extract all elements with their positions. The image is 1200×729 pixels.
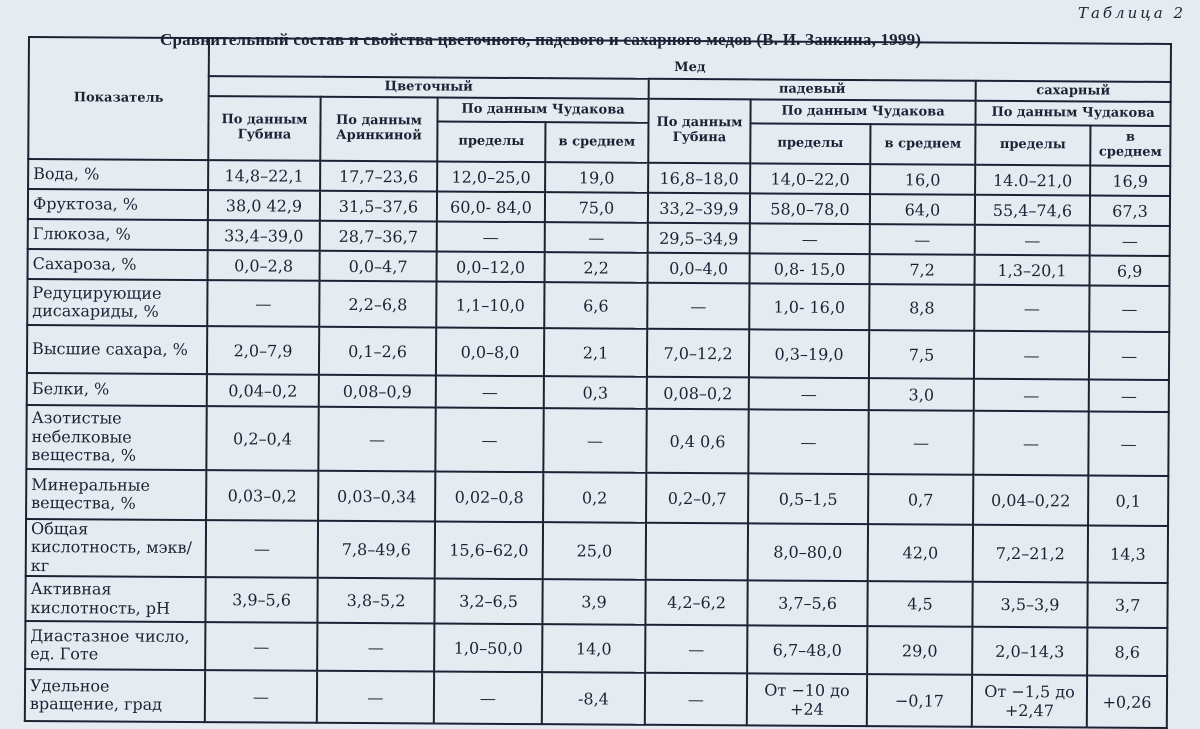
table-cell: 28,7–36,7: [320, 221, 437, 252]
table-cell: 0,4 0,6: [646, 409, 748, 474]
table-cell: 16,8–18,0: [648, 163, 750, 194]
table-number: Таблица 2: [1077, 4, 1186, 22]
table-cell: 16,9: [1090, 165, 1170, 195]
table-cell: —: [437, 222, 545, 253]
table-cell: 15,6–62,0: [435, 521, 543, 579]
row-label: Общая кислотность, мэкв/кг: [26, 519, 206, 577]
table-cell: 29,0: [867, 626, 972, 675]
header-average: в среднем: [870, 124, 975, 165]
table-cell: 0,2: [543, 472, 646, 523]
table-cell: —: [1090, 225, 1170, 255]
table-cell: —: [1089, 285, 1169, 331]
table-cell: —: [868, 410, 973, 475]
table-cell: 3,7–5,6: [747, 581, 867, 627]
table-cell: 7,2–21,2: [973, 525, 1088, 583]
table-cell: 33,4–39,0: [208, 220, 320, 251]
table-cell: —: [205, 670, 317, 723]
table-cell: —: [974, 331, 1089, 380]
row-label: Диастазное число, ед. Готе: [25, 621, 205, 670]
table-cell: 25,0: [543, 522, 646, 580]
header-average: в среднем: [1090, 125, 1170, 165]
row-label: Вода, %: [28, 159, 208, 190]
table-cell: —: [436, 375, 544, 408]
header-chudakov: По данным Чудакова: [750, 99, 975, 124]
table-cell: 42,0: [868, 524, 973, 582]
header-arinkina: По данным Аринкиной: [320, 97, 437, 162]
table-cell: 7,5: [869, 330, 974, 379]
table-cell: —: [870, 224, 975, 255]
table-cell: 7,0–12,2: [647, 329, 749, 378]
table-cell: 0,02–0,8: [435, 471, 543, 522]
table-cell: —: [1088, 411, 1168, 475]
table-cell: 1,1–10,0: [436, 282, 544, 329]
header-limits: пределы: [437, 122, 545, 163]
table-cell: 8,8: [869, 284, 974, 331]
row-label: Удельное вращение, град: [25, 669, 205, 722]
header-gubin: По данным Губина: [648, 99, 750, 164]
table-cell: 2,1: [544, 328, 647, 377]
table-cell: −0,17: [867, 674, 972, 727]
row-label: Фруктоза, %: [28, 189, 208, 220]
table-cell: От −10 до +24: [747, 674, 867, 727]
table-cell: 6,9: [1089, 255, 1169, 285]
table-cell: 0,04–0,22: [973, 475, 1088, 526]
table-cell: 4,5: [867, 581, 972, 627]
table-cell: 3,2–6,5: [434, 579, 542, 625]
header-flower: Цветочный: [209, 76, 649, 99]
table-cell: 3,9: [542, 579, 645, 625]
table-cell: 14.0–21,0: [975, 165, 1090, 196]
table-cell: —: [317, 623, 434, 672]
table-cell: —: [317, 671, 434, 724]
table-row: [27, 325, 1169, 380]
table-cell: —: [645, 673, 747, 726]
table-cell: 33,2–39,9: [648, 193, 750, 224]
row-label: Редуцирующие дисахариды, %: [27, 279, 207, 326]
header-honey: Мед: [209, 56, 1171, 82]
table-cell: 67,3: [1090, 195, 1170, 225]
table-cell: 7,8–49,6: [318, 521, 435, 579]
table-cell: 14,3: [1088, 525, 1168, 583]
table-cell: 2,2–6,8: [319, 281, 436, 328]
table-cell: 0,0–12,0: [437, 252, 545, 283]
table-cell: 0,03–0,2: [206, 470, 318, 521]
table-cell: 64,0: [870, 194, 975, 225]
table-cell: 3,7: [1087, 583, 1167, 628]
table-cell: 3,0: [869, 378, 974, 411]
table-cell: 38,0 42,9: [208, 190, 320, 221]
honey-comparison-table: [24, 36, 1172, 729]
table-cell: —: [748, 409, 868, 474]
table-cell: 0,0–2,8: [208, 250, 320, 281]
row-label: Сахароза, %: [28, 249, 208, 280]
table-row: [25, 669, 1167, 728]
table-cell: 14,0: [542, 624, 645, 673]
table-cell: 31,5–37,6: [320, 191, 437, 222]
table-cell: 3,9–5,6: [205, 577, 317, 623]
table-cell: 14,8–22,1: [208, 160, 320, 191]
row-label: Минеральные вещества, %: [26, 469, 206, 520]
table-cell: 2,0–14,3: [972, 627, 1087, 676]
table-cell: 8,6: [1087, 628, 1167, 676]
row-label: Глюкоза, %: [28, 219, 208, 250]
table-cell: -8,4: [542, 672, 645, 725]
header-limits: пределы: [975, 125, 1090, 166]
table-row: [26, 519, 1168, 583]
table-cell: 16,0: [870, 164, 975, 195]
table-cell: 60,0- 84,0: [437, 192, 545, 223]
header-average: в среднем: [545, 122, 648, 163]
table-cell: —: [205, 622, 317, 671]
table-row: [27, 279, 1169, 332]
table-cell: 2,0–7,9: [207, 326, 319, 375]
table-cell: —: [1089, 379, 1169, 411]
table-cell: 2,2: [545, 252, 648, 283]
table-cell: 75,0: [545, 192, 648, 223]
table-cell: 0,3: [544, 376, 647, 409]
table-cell: [646, 523, 748, 581]
table-cell: —: [974, 285, 1089, 332]
table-cell: +0,26: [1087, 676, 1167, 728]
table-cell: —: [973, 411, 1088, 476]
table-cell: —: [645, 625, 747, 674]
table-cell: 8,0–80,0: [748, 523, 868, 581]
table-row: [26, 469, 1168, 526]
header-limits: пределы: [750, 123, 870, 164]
table-cell: —: [207, 280, 319, 327]
table-cell: 0,04–0,2: [207, 374, 319, 407]
table-cell: 12,0–25,0: [437, 162, 545, 193]
table-cell: 0,0–4,7: [320, 251, 437, 282]
table-cell: 55,4–74,6: [975, 195, 1090, 226]
header-gubin: По данным Губина: [208, 96, 320, 161]
row-label: Азотистые небелковые вещества, %: [26, 405, 206, 470]
table-cell: 7,2: [869, 254, 974, 285]
table-cell: —: [1089, 331, 1169, 379]
table-cell: 14,0–22,0: [750, 163, 870, 194]
table-cell: 1,0–50,0: [434, 624, 542, 673]
row-label: Активная кислотность, pH: [25, 576, 205, 622]
table-cell: —: [206, 520, 318, 578]
row-label: Высшие сахара, %: [27, 325, 207, 374]
row-label: Белки, %: [27, 373, 207, 406]
table-cell: —: [434, 672, 542, 725]
table-cell: —: [647, 283, 749, 330]
table-cell: —: [975, 225, 1090, 256]
header-indicator: Показатель: [28, 37, 209, 160]
table-cell: 17,7–23,6: [320, 161, 437, 192]
table-row: [26, 405, 1168, 476]
table-cell: 3,5–3,9: [972, 582, 1087, 628]
header-honeydew: падевый: [649, 79, 976, 101]
table-cell: 29,5–34,9: [648, 223, 750, 254]
table-cell: 1,0- 16,0: [749, 283, 869, 330]
table-cell: 0,7: [868, 474, 973, 525]
table-cell: 0,08–0,2: [647, 377, 749, 410]
header-sugar: сахарный: [976, 81, 1171, 102]
table-cell: 0,3–19,0: [749, 329, 869, 378]
table-cell: 0,03–0,34: [318, 471, 435, 522]
table-cell: —: [974, 379, 1089, 412]
table-cell: —: [318, 407, 435, 472]
table-cell: 4,2–6,2: [645, 580, 747, 626]
header-chudakov: По данным Чудакова: [437, 98, 648, 123]
table-cell: 0,1–2,6: [319, 327, 436, 376]
table-title: Сравнительный состав и свойства цветочного, падевого и сахарного медов (В. И. Заикина, 1999): [160, 30, 922, 49]
table-cell: 0,0–8,0: [436, 327, 544, 376]
table-cell: —: [750, 223, 870, 254]
table-cell: 0,1: [1088, 475, 1168, 525]
header-chudakov: По данным Чудакова: [975, 101, 1170, 126]
table-cell: От −1,5 до +2,47: [972, 675, 1087, 728]
table-row: [25, 576, 1167, 628]
table-cell: 0,2–0,7: [646, 473, 748, 524]
table-row: [25, 621, 1167, 676]
table-cell: 6,7–48,0: [747, 626, 867, 675]
table-cell: 0,8- 15,0: [750, 253, 870, 284]
table-cell: —: [435, 407, 543, 472]
table-cell: 0,5–1,5: [748, 473, 868, 524]
table-cell: —: [543, 408, 646, 473]
table-cell: 3,8–5,2: [317, 578, 434, 624]
table-cell: 0,0–4,0: [648, 253, 750, 284]
table-cell: 58,0–78,0: [750, 193, 870, 224]
table-cell: 19,0: [545, 162, 648, 193]
table-cell: 0,08–0,9: [319, 375, 436, 408]
table-cell: —: [749, 377, 869, 410]
table-cell: 1,3–20,1: [974, 255, 1089, 286]
table-cell: —: [545, 222, 648, 253]
table-cell: 0,2–0,4: [206, 406, 318, 471]
table-cell: 6,6: [544, 282, 647, 329]
